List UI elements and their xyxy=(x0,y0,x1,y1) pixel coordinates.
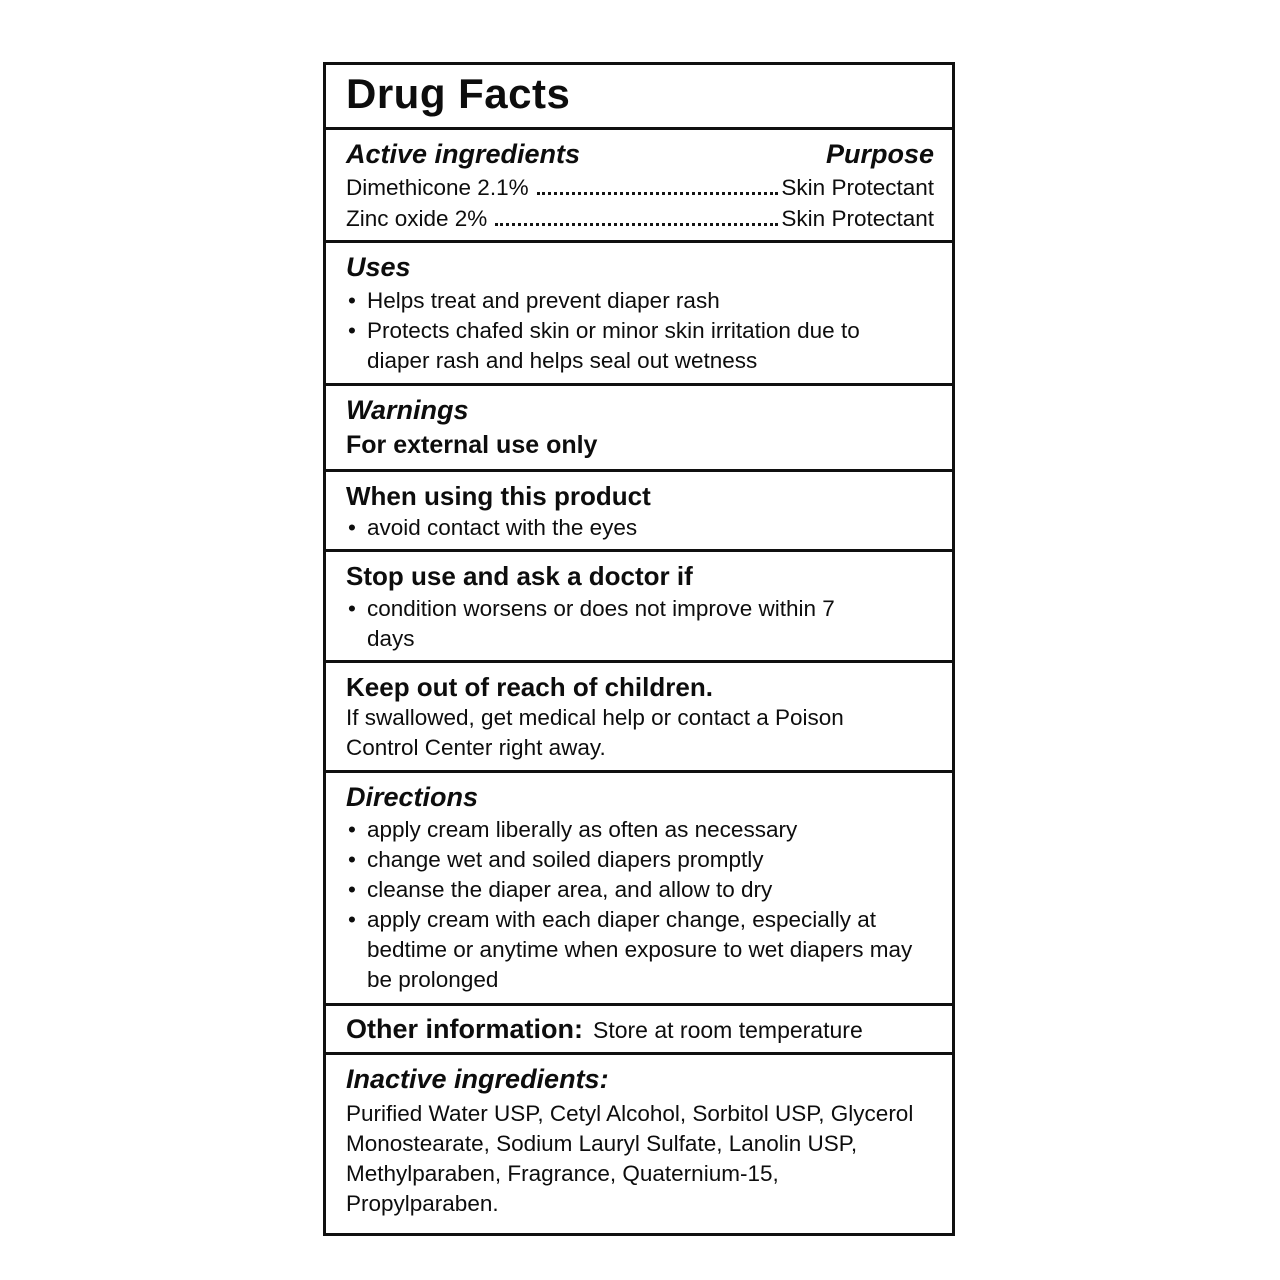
drug-facts-title: Drug Facts xyxy=(346,70,571,117)
directions-bullet-list xyxy=(346,815,934,995)
other-information-section xyxy=(326,1003,952,1053)
uses-heading: Uses xyxy=(346,251,411,282)
active-ingredients-header-row xyxy=(346,138,934,172)
when-using-bullet-list xyxy=(346,513,934,543)
directions-bullet: • change wet and soiled diapers promptly xyxy=(346,845,934,875)
active-ingredients-list xyxy=(346,172,934,234)
active-ingredients-section xyxy=(326,127,952,240)
stop-use-section xyxy=(326,549,952,660)
purpose-heading: Purpose xyxy=(825,139,934,169)
stop-use-heading: Stop use and ask a doctor if xyxy=(346,561,693,591)
keep-out-section xyxy=(326,660,952,770)
ingredient-row xyxy=(346,172,934,203)
stop-use-bullet: • condition worsens or does not improve within 7 days xyxy=(346,594,837,654)
other-information-text: Store at room temperature xyxy=(593,1016,863,1043)
inactive-ingredients-section xyxy=(326,1052,952,1233)
warnings-text: For external use only xyxy=(346,430,598,459)
active-ingredients-heading: Active ingredients xyxy=(346,139,581,169)
ingredient-row xyxy=(346,203,934,234)
stop-use-bullet-list xyxy=(346,594,934,654)
other-information-heading: Other information: xyxy=(346,1013,583,1044)
when-using-section xyxy=(326,469,952,550)
ingredient-name: Zinc oxide 2% xyxy=(346,205,488,231)
inactive-ingredients-heading: Inactive ingredients: xyxy=(346,1064,609,1095)
directions-bullet: • apply cream liberally as often as necessary xyxy=(346,815,934,845)
ingredient-name: Dimethicone 2.1% xyxy=(346,174,529,200)
ingredient-purpose: Skin Protectant xyxy=(781,205,934,231)
keep-out-heading: Keep out of reach of children. xyxy=(346,671,713,702)
drug-facts-label xyxy=(323,62,955,1236)
other-information-row xyxy=(346,1013,934,1047)
keep-out-text: If swallowed, get medical help or contact a Poison Control Center right away. xyxy=(346,705,844,760)
directions-section xyxy=(326,770,952,1003)
uses-bullet: • Protects chafed skin or minor skin irritation due to diaper rash and helps seal out wetness xyxy=(346,316,919,376)
ingredient-purpose: Skin Protectant xyxy=(781,174,934,200)
inactive-ingredients-text: Purified Water USP, Cetyl Alcohol, Sorbitol USP, Glycerol Monostearate, Sodium Lauryl Sulfate, Lanolin USP, Methylparaben, Fragrance, Quaternium-15, Propylparaben. xyxy=(346,1101,914,1216)
directions-bullet: • apply cream with each diaper change, especially at bedtime or anytime when exposure to wet diapers may be prolonged xyxy=(346,905,934,995)
warnings-heading: Warnings xyxy=(346,394,469,425)
warnings-section xyxy=(326,383,952,469)
when-using-heading: When using this product xyxy=(346,480,651,511)
uses-bullet: • Helps treat and prevent diaper rash xyxy=(346,286,919,316)
uses-section xyxy=(326,240,952,383)
when-using-bullet: • avoid contact with the eyes xyxy=(346,513,934,543)
directions-heading: Directions xyxy=(346,781,479,812)
directions-bullet: • cleanse the diaper area, and allow to dry xyxy=(346,875,934,905)
dotted-leader xyxy=(537,192,779,195)
dotted-leader xyxy=(495,223,778,226)
uses-bullet-list xyxy=(346,286,934,376)
